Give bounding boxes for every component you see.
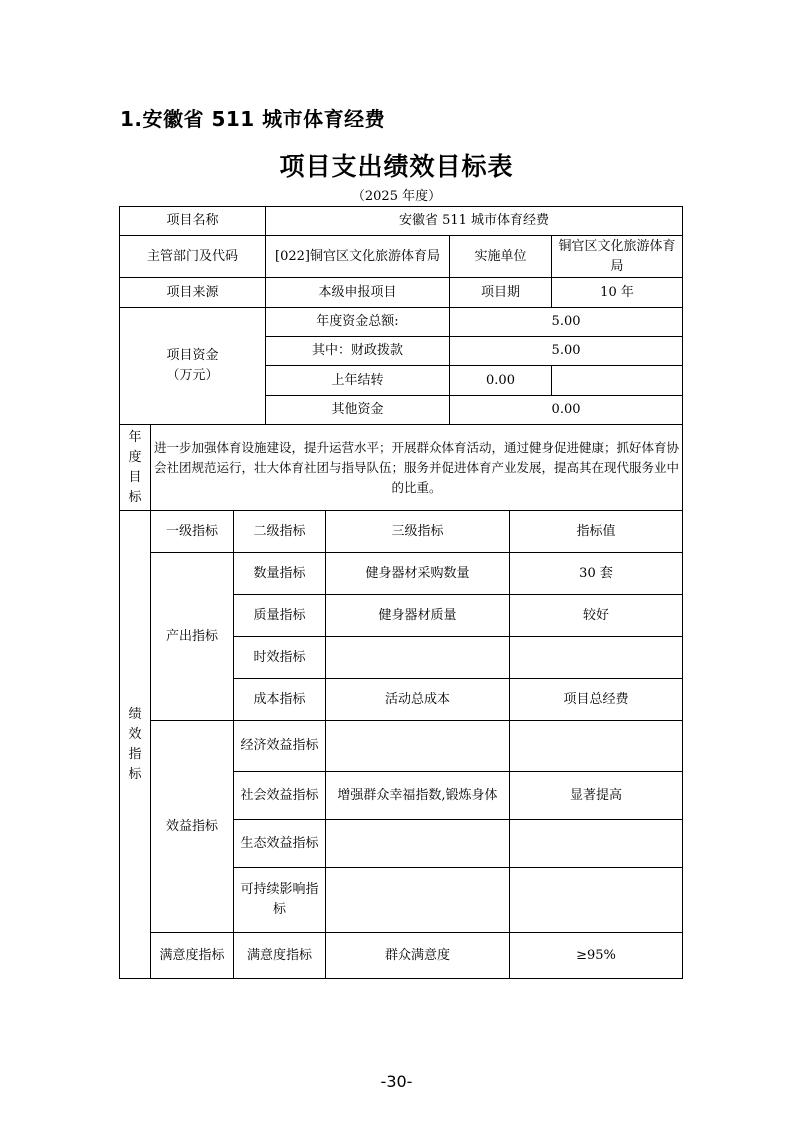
funds-other-value: 0.00: [450, 396, 683, 425]
funds-label: 项目资金: [166, 348, 219, 363]
header-value: 指标值: [510, 511, 683, 553]
benefit-level2: 经济效益指标: [234, 721, 326, 772]
output-level3: 活动总成本: [326, 679, 510, 721]
project-name-label: 项目名称: [120, 207, 266, 236]
dept-value: [022]铜官区文化旅游体育局: [266, 236, 450, 278]
benefit-value: [510, 820, 683, 868]
period-value: 10 年: [552, 278, 683, 308]
funds-total-value: 5.00: [450, 308, 683, 337]
output-level3: [326, 637, 510, 679]
funds-fiscal-label: 其中：财政拨款: [266, 337, 450, 366]
project-name-value: 安徽省 511 城市体育经费: [266, 207, 683, 236]
page-title: 项目支出绩效目标表: [279, 152, 514, 181]
performance-table: [119, 206, 683, 979]
benefit-level3: [326, 721, 510, 772]
output-value: 项目总经费: [510, 679, 683, 721]
satisfaction-value: ≥95%: [510, 933, 683, 979]
goal-text: 进一步加强体育设施建设，提升运营水平；开展群众体育活动，通过健身促进健康；抓好体育协会社团规范运行，壮大体育社团与指导队伍；服务并促进体育产业发展，提高其在现代服务业中的比重。: [151, 425, 683, 511]
section-heading: 1.安徽省 511 城市体育经费: [120, 107, 386, 131]
goal-label: 年度目标: [120, 425, 151, 511]
impl-label: 实施单位: [450, 236, 552, 278]
output-level3: 健身器材质量: [326, 595, 510, 637]
funds-fiscal-value: 5.00: [450, 337, 683, 366]
impl-value: 铜官区文化旅游体育局: [552, 236, 683, 278]
benefit-level3: [326, 868, 510, 933]
source-label: 项目来源: [120, 278, 266, 308]
header-level2: 二级指标: [234, 511, 326, 553]
perf-label: 绩效指标: [120, 511, 151, 979]
period-label: 项目期: [450, 278, 552, 308]
dept-label: 主管部门及代码: [120, 236, 266, 278]
satisfaction-level2: 满意度指标: [234, 933, 326, 979]
benefit-level2: 生态效益指标: [234, 820, 326, 868]
funds-total-label: 年度资金总额:: [266, 308, 450, 337]
funds-carryover-label: 上年结转: [266, 366, 450, 396]
satisfaction-label: 满意度指标: [151, 933, 234, 979]
benefit-value: [510, 868, 683, 933]
output-level2: 质量指标: [234, 595, 326, 637]
year-label: （2025 年度）: [351, 189, 442, 204]
benefit-value: 显著提高: [510, 772, 683, 820]
benefit-level3: [326, 820, 510, 868]
output-level2: 时效指标: [234, 637, 326, 679]
output-level2: 成本指标: [234, 679, 326, 721]
satisfaction-level3: 群众满意度: [326, 933, 510, 979]
page-number: -30-: [380, 1072, 413, 1091]
benefit-level2: 社会效益指标: [234, 772, 326, 820]
funds-label-cell: [120, 308, 266, 425]
output-value: 较好: [510, 595, 683, 637]
funds-carryover-value: 0.00: [450, 366, 552, 396]
funds-carryover-blank: [552, 366, 683, 396]
output-value: [510, 637, 683, 679]
funds-unit: （万元）: [166, 368, 219, 383]
benefit-label: 效益指标: [151, 721, 234, 933]
output-value: 30 套: [510, 553, 683, 595]
benefit-level3: 增强群众幸福指数,锻炼身体: [326, 772, 510, 820]
funds-other-label: 其他资金: [266, 396, 450, 425]
output-level3: 健身器材采购数量: [326, 553, 510, 595]
output-level2: 数量指标: [234, 553, 326, 595]
header-level1: 一级指标: [151, 511, 234, 553]
benefit-value: [510, 721, 683, 772]
source-value: 本级申报项目: [266, 278, 450, 308]
benefit-level2: 可持续影响指标: [234, 868, 326, 933]
output-label: 产出指标: [151, 553, 234, 721]
header-level3: 三级指标: [326, 511, 510, 553]
